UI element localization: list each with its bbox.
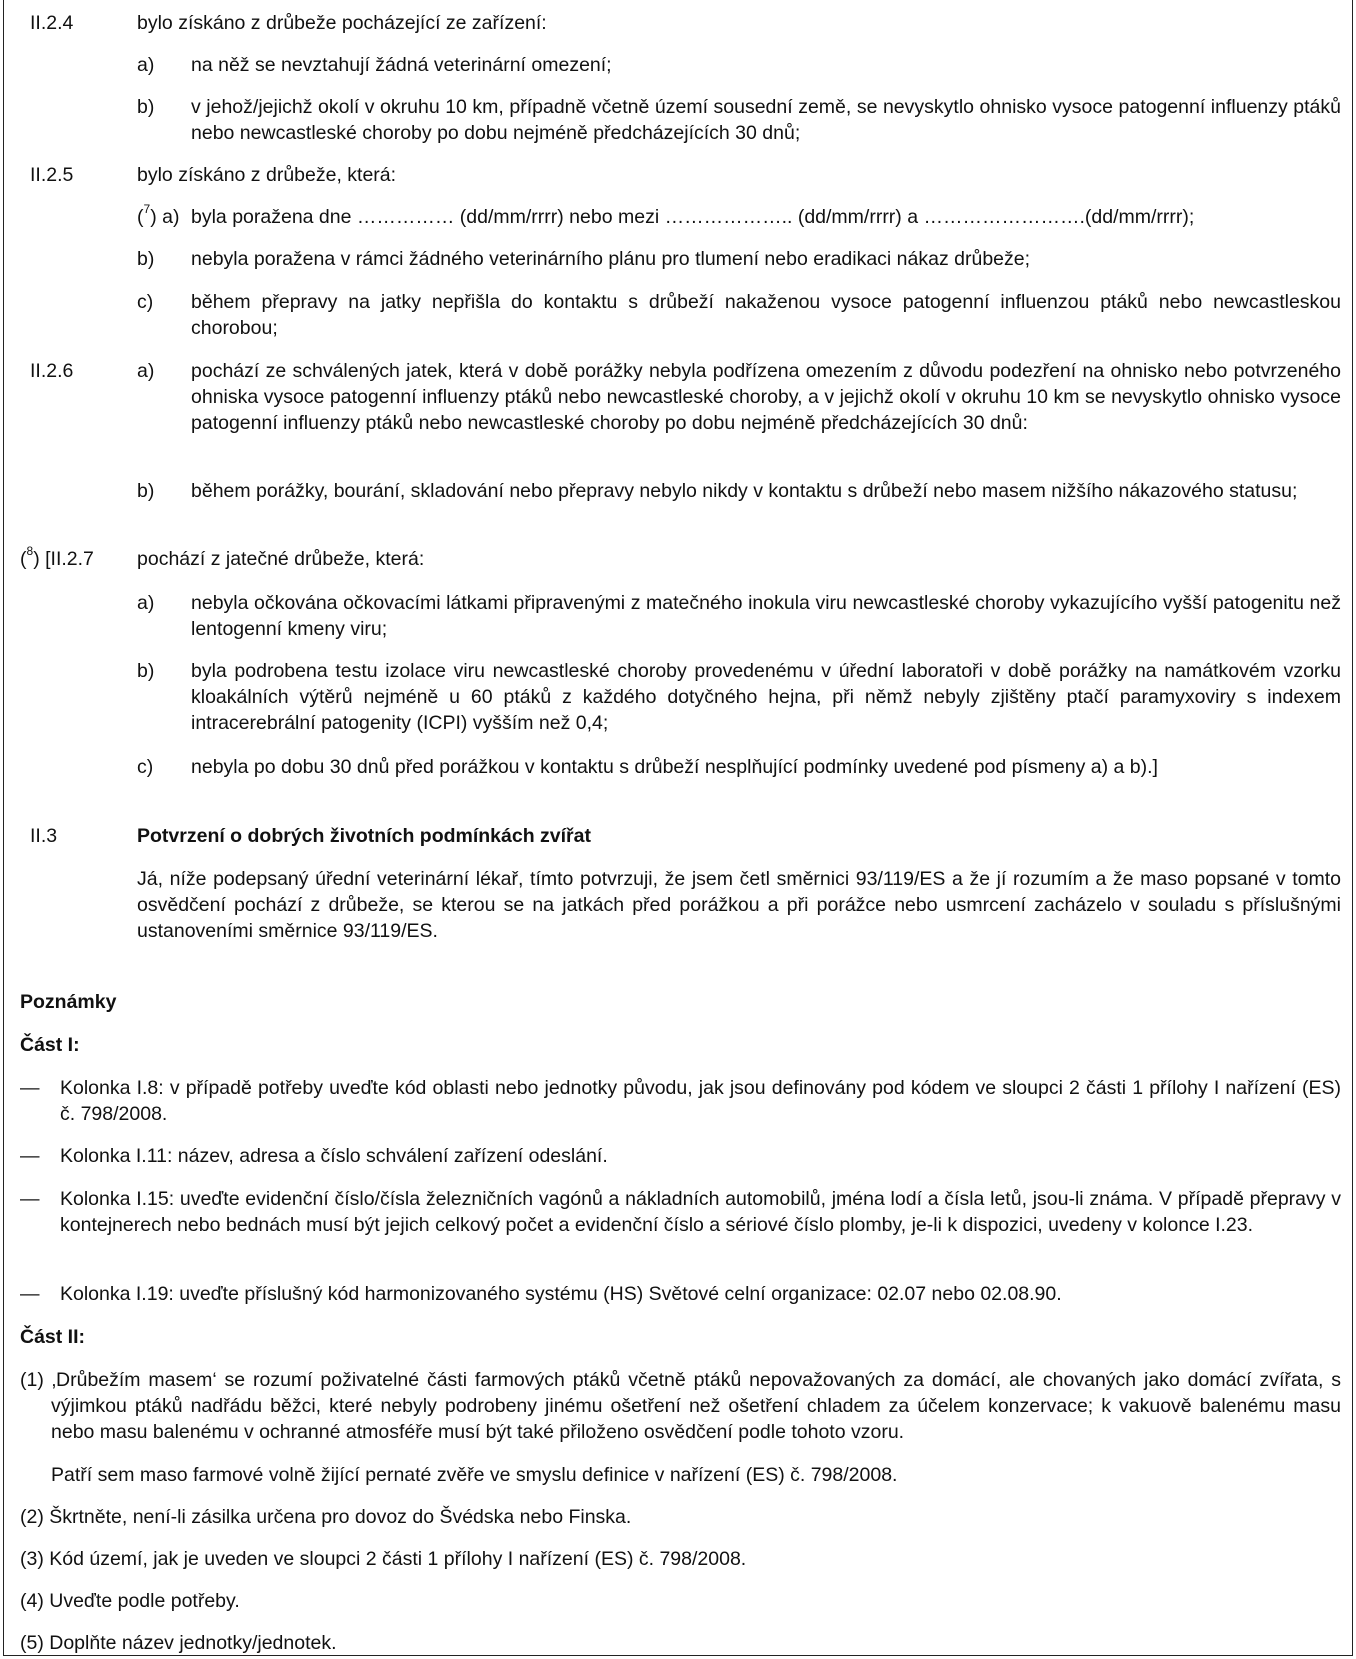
section-code-ii3: II.3 xyxy=(30,825,58,847)
note-item: Kolonka I.11: název, adresa a číslo schválení zařízení odeslání. xyxy=(60,1145,608,1167)
item-letter: b) xyxy=(137,96,155,118)
item-letter: c) xyxy=(137,291,154,313)
part2-heading: Část II: xyxy=(20,1326,86,1348)
item-letter: b) xyxy=(137,248,155,270)
item-letter: b) xyxy=(137,660,155,682)
section-text-ii25: bylo získáno z drůbeže, která: xyxy=(137,164,397,186)
item-text: nebyla po dobu 30 dnů před porážkou v kontaktu s drůbeží nesplňující podmínky uvedené pod písmeny a) a b).] xyxy=(191,756,1158,778)
section-heading-ii3: Potvrzení o dobrých životních podmínkách zvířat xyxy=(137,825,591,847)
note-item: Kolonka I.19: uveďte příslušný kód harmonizovaného systému (HS) Světové celní organizace: 02.07 nebo 02.08.90. xyxy=(60,1283,1062,1305)
item-text: byla poražena dne …………… (dd/mm/rrrr) nebo mezi ……………….. (dd/mm/rrrr) a …………………….(dd/mm/rrrr); xyxy=(191,206,1195,228)
notes-heading: Poznámky xyxy=(20,991,117,1013)
note-1: (1) ‚Drůbežím masem‘ se rozumí poživatelné části farmových ptáků včetně ptáků nepovažovaných za domácí, ale chovaných jako domácí zvířata, s výjimkou ptáků nadřádu běžci, které nebyly podrobeny jinému ošetření než ošetření chladem za účelem konzervace; k vakuově balenému masu nebo masu balenému v ochranné atmosféře musí být také přiloženo osvědčení podle tohoto vzoru. xyxy=(20,1369,1341,1443)
section-code-ii25: II.2.5 xyxy=(30,164,74,186)
item-letter: a) xyxy=(137,54,155,76)
item-text: během porážky, bourání, skladování nebo přepravy nebylo nikdy v kontaktu s drůbeží nebo masem nižšího nákazového statusu; xyxy=(191,480,1298,502)
dash-marker: — xyxy=(20,1283,40,1305)
section-code-ii24: II.2.4 xyxy=(30,12,74,34)
item-letter: a) xyxy=(137,592,155,614)
note-item: Kolonka I.8: v případě potřeby uveďte kód oblasti nebo jednotky původu, jak jsou definovány pod kódem ve sloupci 2 části 1 přílohy I nařízení (ES) č. 798/2008. xyxy=(60,1077,1341,1125)
note-4: (4) Uveďte podle potřeby. xyxy=(20,1590,240,1612)
item-text: nebyla očkována očkovacími látkami připravenými z matečného inokula viru newcastleské choroby vykazujícího vyšší patogenitu než lentogenní kmeny viru; xyxy=(191,592,1341,640)
section-text-ii27: pochází z jatečné drůbeže, která: xyxy=(137,548,425,570)
dash-marker: — xyxy=(20,1145,40,1167)
item-letter: a) xyxy=(137,360,155,382)
section-text-ii24: bylo získáno z drůbeže pocházející ze zařízení: xyxy=(137,12,547,34)
section-text-ii3: Já, níže podepsaný úřední veterinární lékař, tímto potvrzuji, že jsem četl směrnici 93/119/ES a že jí rozumím a že maso popsané v tomto osvědčení pochází z drůbeže, se kterou se na jatkách před porážkou a při porážce nebo usmrcení zacházelo v souladu s příslušnými ustanoveními směrnice 93/119/ES. xyxy=(137,868,1341,942)
note-ref-8: ($^8$) [II.2.7 xyxy=(20,544,94,570)
note-item: Kolonka I.15: uveďte evidenční číslo/čísla železničních vagónů a nákladních automobilů, jména lodí a čísla letů, jsou-li známa. V případě přepravy v kontejnerech nebo bednách musí být jejich celkový počet a evidenční číslo a sériové číslo plomby, je-li k dispozici, uvedeny v kolonce I.23. xyxy=(60,1188,1341,1236)
item-text: na něž se nevztahují žádná veterinární omezení; xyxy=(191,54,612,76)
note-5: (5) Doplňte název jednotky/jednotek. xyxy=(20,1632,337,1654)
note-2: (2) Škrtněte, není-li zásilka určena pro dovoz do Švédska nebo Finska. xyxy=(20,1506,632,1528)
note-3: (3) Kód území, jak je uveden ve sloupci 2 části 1 přílohy I nařízení (ES) č. 798/2008. xyxy=(20,1548,747,1570)
item-text: během přepravy na jatky nepřišla do kontaktu s drůbeží nakaženou vysoce patogenní influenzou ptáků nebo newcastleskou chorobou; xyxy=(191,291,1341,339)
item-text: nebyla poražena v rámci žádného veterinárního plánu pro tlumení nebo eradikaci nákaz drůbeže; xyxy=(191,248,1031,270)
note-1b: Patří sem maso farmové volně žijící pernaté zvěře ve smyslu definice v nařízení (ES) č. 798/2008. xyxy=(51,1464,898,1486)
part1-heading: Část I: xyxy=(20,1034,80,1056)
note-ref-7: ($^7$) a) xyxy=(137,202,180,228)
dash-marker: — xyxy=(20,1077,40,1099)
item-text: pochází ze schválených jatek, která v době porážky nebyla podřízena omezením z důvodu podezření na ohnisko nebo potvrzeného ohniska vysoce patogenní influenzy ptáků nebo newcastleské choroby, a v jejichž okolí v okruhu 10 km se nevyskytlo ohnisko vysoce patogenní influenzy ptáků nebo newcastleské choroby po dobu nejméně předcházejících 30 dnů: xyxy=(191,360,1341,434)
item-text: byla podrobena testu izolace viru newcastleské choroby provedenému v úřední laboratoři v době porážky na namátkovém vzorku kloakálních výtěrů nejméně u 60 ptáků z každého dotyčného hejna, při němž nebyly zjištěny ptačí paramyxoviry s indexem intracerebrální patogenity (ICPI) vyšším než 0,4; xyxy=(191,660,1341,734)
dash-marker: — xyxy=(20,1188,40,1210)
item-text: v jehož/jejichž okolí v okruhu 10 km, případně včetně území sousední země, se nevyskytlo ohnisko vysoce patogenní influenzy ptáků nebo newcastleské choroby po dobu nejméně předcházejících 30 dnů; xyxy=(191,96,1341,144)
section-code-ii26: II.2.6 xyxy=(30,360,74,382)
item-letter: c) xyxy=(137,756,154,778)
item-letter: b) xyxy=(137,480,155,502)
